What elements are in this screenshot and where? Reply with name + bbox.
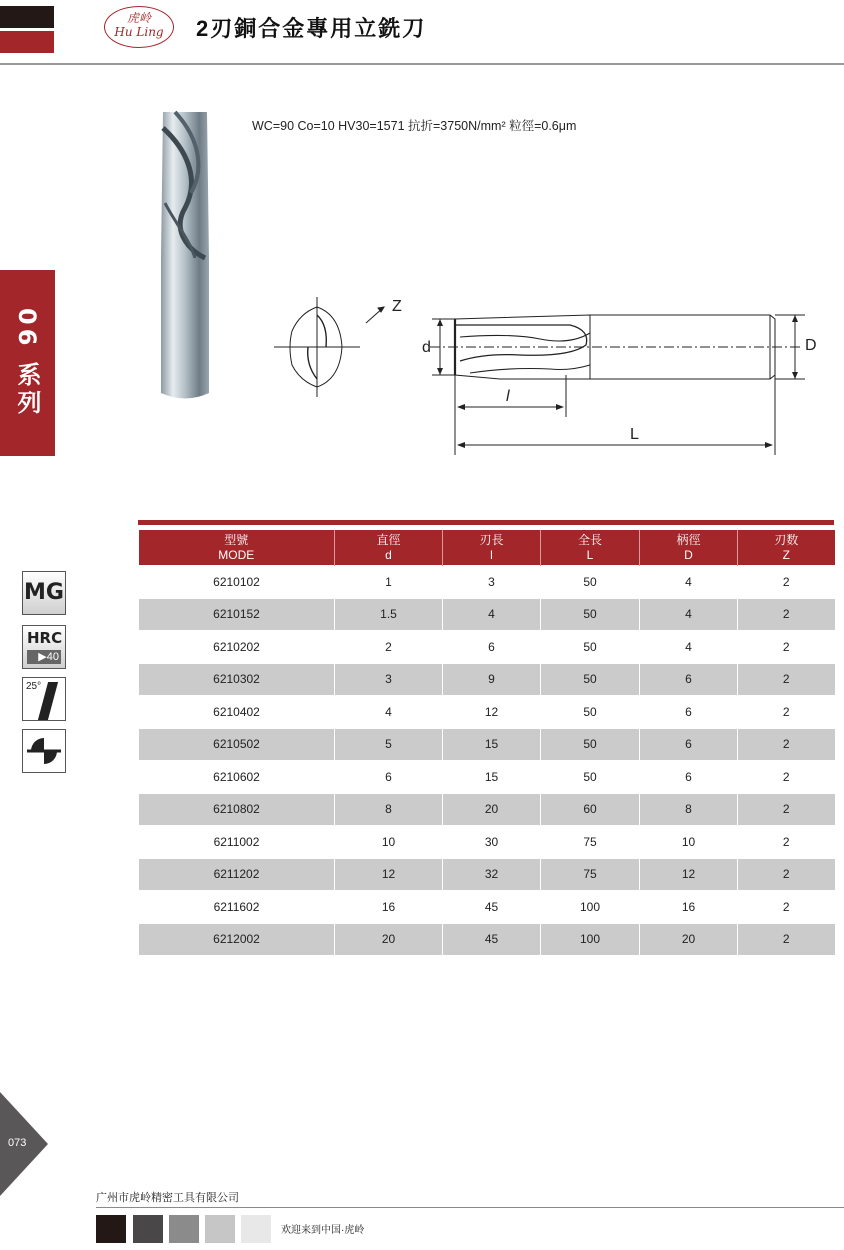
label-d: d: [422, 339, 431, 356]
series-label: 06 系列: [13, 308, 41, 418]
col-header-model: 型號 MODE: [139, 530, 335, 566]
table-row: 6210202 2 6 50 4 2: [139, 631, 835, 664]
label-L: L: [630, 426, 639, 443]
arrow-D-top: [792, 315, 798, 322]
flat-end-icon: [23, 730, 65, 772]
label-D: D: [805, 337, 817, 354]
flute-helix-2: [460, 333, 590, 341]
arrow-l-right: [556, 404, 564, 410]
header-divider: [0, 63, 844, 65]
arrow-D-bottom: [792, 372, 798, 379]
footer-swatch-5: [241, 1215, 271, 1243]
col-header-diameter: 直徑 d: [335, 530, 443, 566]
technical-drawing: [270, 285, 830, 465]
material-spec: WC=90 Co=10 HV30=1571 抗折=3750N/mm² 粒徑=0.6μm: [252, 119, 577, 133]
specification-table: [138, 530, 835, 955]
brand-logo: [104, 6, 174, 48]
arrow-L-right: [765, 442, 773, 448]
hrc-label: HRC: [27, 629, 63, 647]
table-row: 6211602 16 45 100 16 2: [139, 891, 835, 924]
logo-english: Hu Ling: [114, 25, 164, 39]
table-row: 6211002 10 30 75 10 2: [139, 826, 835, 859]
footer-swatch-4: [205, 1215, 235, 1243]
label-z: Z: [392, 298, 402, 315]
footer-welcome: 欢迎来到中国·虎岭: [281, 1225, 365, 1236]
table-row: 6210102 1 3 50 4 2: [139, 566, 835, 599]
col-header-flute-length: 刃長 l: [443, 530, 541, 566]
helix-angle-icon: [22, 677, 66, 721]
table-row: 6210802 8 20 60 8 2: [139, 793, 835, 826]
footer-swatch-1: [96, 1215, 126, 1243]
arrow-d-top: [437, 319, 443, 326]
table-row: 6210602 6 15 50 6 2: [139, 761, 835, 794]
col-header-overall-length: 全長 L: [541, 530, 640, 566]
arrow-d-bottom: [437, 368, 443, 375]
flute-helix-3: [470, 365, 590, 373]
company-name: 广州市虎岭精密工具有限公司: [96, 1192, 239, 1204]
col-header-shank-diameter: 柄徑 D: [640, 530, 738, 566]
end-type-icon: [22, 729, 66, 773]
page-number: 073: [8, 1137, 27, 1149]
table-row: 6211202 12 32 75 12 2: [139, 858, 835, 891]
header-color-bar-red: [0, 31, 54, 53]
arrow-L-left: [457, 442, 465, 448]
arrow-l-left: [457, 404, 465, 410]
end-mill-photo: [155, 108, 215, 406]
footer-swatch-3: [169, 1215, 199, 1243]
table-row: 6210502 5 15 50 6 2: [139, 728, 835, 761]
hrc-hardness-icon: [22, 625, 66, 669]
hrc-value: ▶40: [27, 650, 61, 664]
end-mill-shank: [161, 258, 209, 399]
footer-swatch-2: [133, 1215, 163, 1243]
table-header-row: [139, 530, 835, 566]
table-top-line: [138, 520, 834, 525]
flute-helix-1: [455, 325, 587, 361]
page-title: 2刃銅合金專用立銑刀: [196, 16, 427, 41]
table-row: 6212002 20 45 100 20 2: [139, 923, 835, 955]
mg-grade-icon: MG: [22, 571, 66, 615]
helix-angle-value: 25°: [26, 681, 42, 692]
label-l: l: [506, 388, 510, 405]
footer-divider: [96, 1207, 844, 1208]
table-row: 6210302 3 9 50 6 2: [139, 663, 835, 696]
table-row: 6210152 1.5 4 50 4 2: [139, 598, 835, 631]
logo-chinese: 虎岭: [126, 11, 151, 25]
col-header-flutes: 刃数 Z: [738, 530, 835, 566]
series-side-tab: [0, 270, 55, 456]
table-row: 6210402 4 12 50 6 2: [139, 696, 835, 729]
header-color-bar-dark: [0, 6, 54, 28]
